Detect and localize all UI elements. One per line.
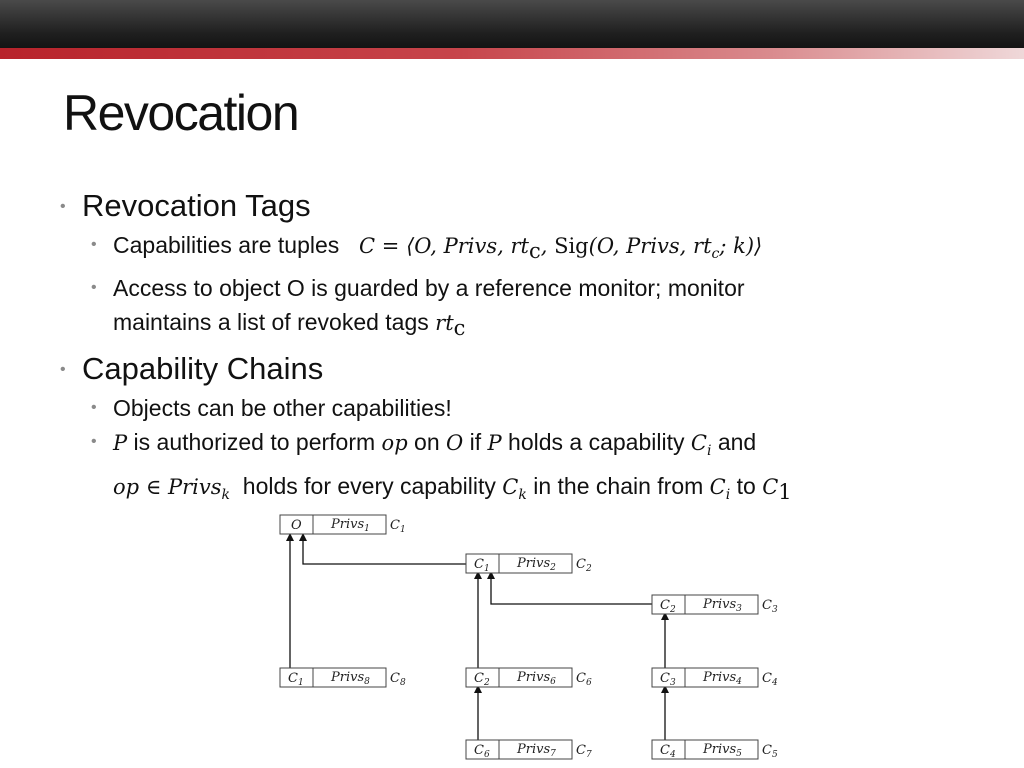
bullet-dot-icon: •	[60, 361, 66, 379]
node-object-label: $C_1$	[474, 557, 490, 574]
node-object-label: O	[291, 518, 302, 533]
bullet-dot-icon: •	[60, 198, 66, 215]
capability-node	[652, 668, 778, 688]
node-capability-label: $C_8$	[390, 671, 406, 688]
bullet-dot-icon: •	[91, 236, 97, 253]
math-symbol: $C_i$	[690, 431, 712, 460]
capability-node	[466, 740, 592, 760]
capability-node	[280, 515, 406, 535]
section-heading-text: Revocation Tags	[82, 188, 311, 223]
node-object-label: $C_2$	[660, 598, 676, 615]
node-privs-label: Privs$_8$	[331, 670, 370, 687]
node-capability-label: $C_2$	[576, 557, 592, 574]
node-privs-label: Privs$_2$	[517, 556, 556, 573]
slide-title: Revocation	[63, 85, 299, 141]
node-privs-label: Privs$_6$	[517, 670, 556, 687]
node-capability-label: $C_6$	[576, 671, 592, 688]
bullet-text: Objects can be other capabilities!	[113, 395, 452, 422]
math-symbol: P	[113, 431, 128, 456]
chain-arrow	[303, 537, 466, 564]
capability-node	[652, 595, 778, 615]
node-object-label: $C_3$	[660, 671, 676, 688]
revoked-tag-symbol: $rt_c$	[435, 311, 466, 341]
capability-tuple-formula: C = ⟨O, Privs, $rt_c$, Sig(O, Privs, $rt_c$; k)⟩	[345, 234, 763, 264]
capability-node	[280, 668, 406, 688]
node-object-label: $C_4$	[660, 743, 676, 760]
node-capability-label: $C_7$	[576, 743, 592, 760]
bullet-text: Access to object O is guarded by a reference monitor; monitor	[113, 275, 745, 302]
chain-arrow	[491, 575, 652, 604]
bullet-text: on	[414, 429, 440, 456]
section-heading-text: Capability Chains	[82, 351, 324, 387]
math-symbol: $C_k$	[502, 474, 527, 503]
math-symbol: P	[487, 431, 502, 456]
node-capability-label: $C_3$	[762, 598, 778, 615]
bullet-dot-icon: •	[91, 399, 97, 417]
bullet-text: is authorized to perform	[133, 429, 376, 456]
capability-node	[652, 740, 778, 760]
node-privs-label: Privs$_1$	[331, 517, 370, 534]
bullet-text: maintains a list of revoked tags	[113, 309, 429, 336]
bullet-text: holds for every capability	[242, 472, 496, 499]
node-capability-label: $C_5$	[762, 743, 778, 760]
node-privs-label: Privs$_3$	[703, 597, 742, 614]
math-symbol: op ∈ Privs$_k$	[113, 474, 230, 503]
bullet-text: Capabilities are tuples	[113, 232, 340, 258]
node-privs-label: Privs$_5$	[703, 742, 742, 759]
node-object-label: $C_2$	[474, 671, 490, 688]
bullet-text: to	[736, 472, 756, 499]
bullet-text: in the chain from	[533, 472, 704, 499]
math-symbol: $C_i$	[709, 474, 731, 503]
bullet-text: holds a capability	[508, 429, 685, 456]
capability-node	[466, 554, 592, 574]
bullet-text: and	[717, 429, 757, 456]
math-symbol: $C_1$	[762, 474, 792, 504]
diagram-nodes	[280, 515, 778, 760]
node-object-label: $C_1$	[288, 671, 304, 688]
math-symbol: op	[381, 431, 408, 456]
node-object-label: $C_6$	[474, 743, 490, 760]
bullet-text: if	[469, 429, 482, 456]
node-privs-label: Privs$_7$	[517, 742, 556, 759]
bullet-dot-icon: •	[91, 279, 97, 297]
math-symbol: O	[446, 431, 464, 456]
node-capability-label: $C_1$	[390, 518, 406, 535]
node-capability-label: $C_4$	[762, 671, 778, 688]
bullet-dot-icon: •	[91, 433, 97, 451]
capability-node	[466, 668, 592, 688]
node-privs-label: Privs$_4$	[703, 670, 742, 687]
